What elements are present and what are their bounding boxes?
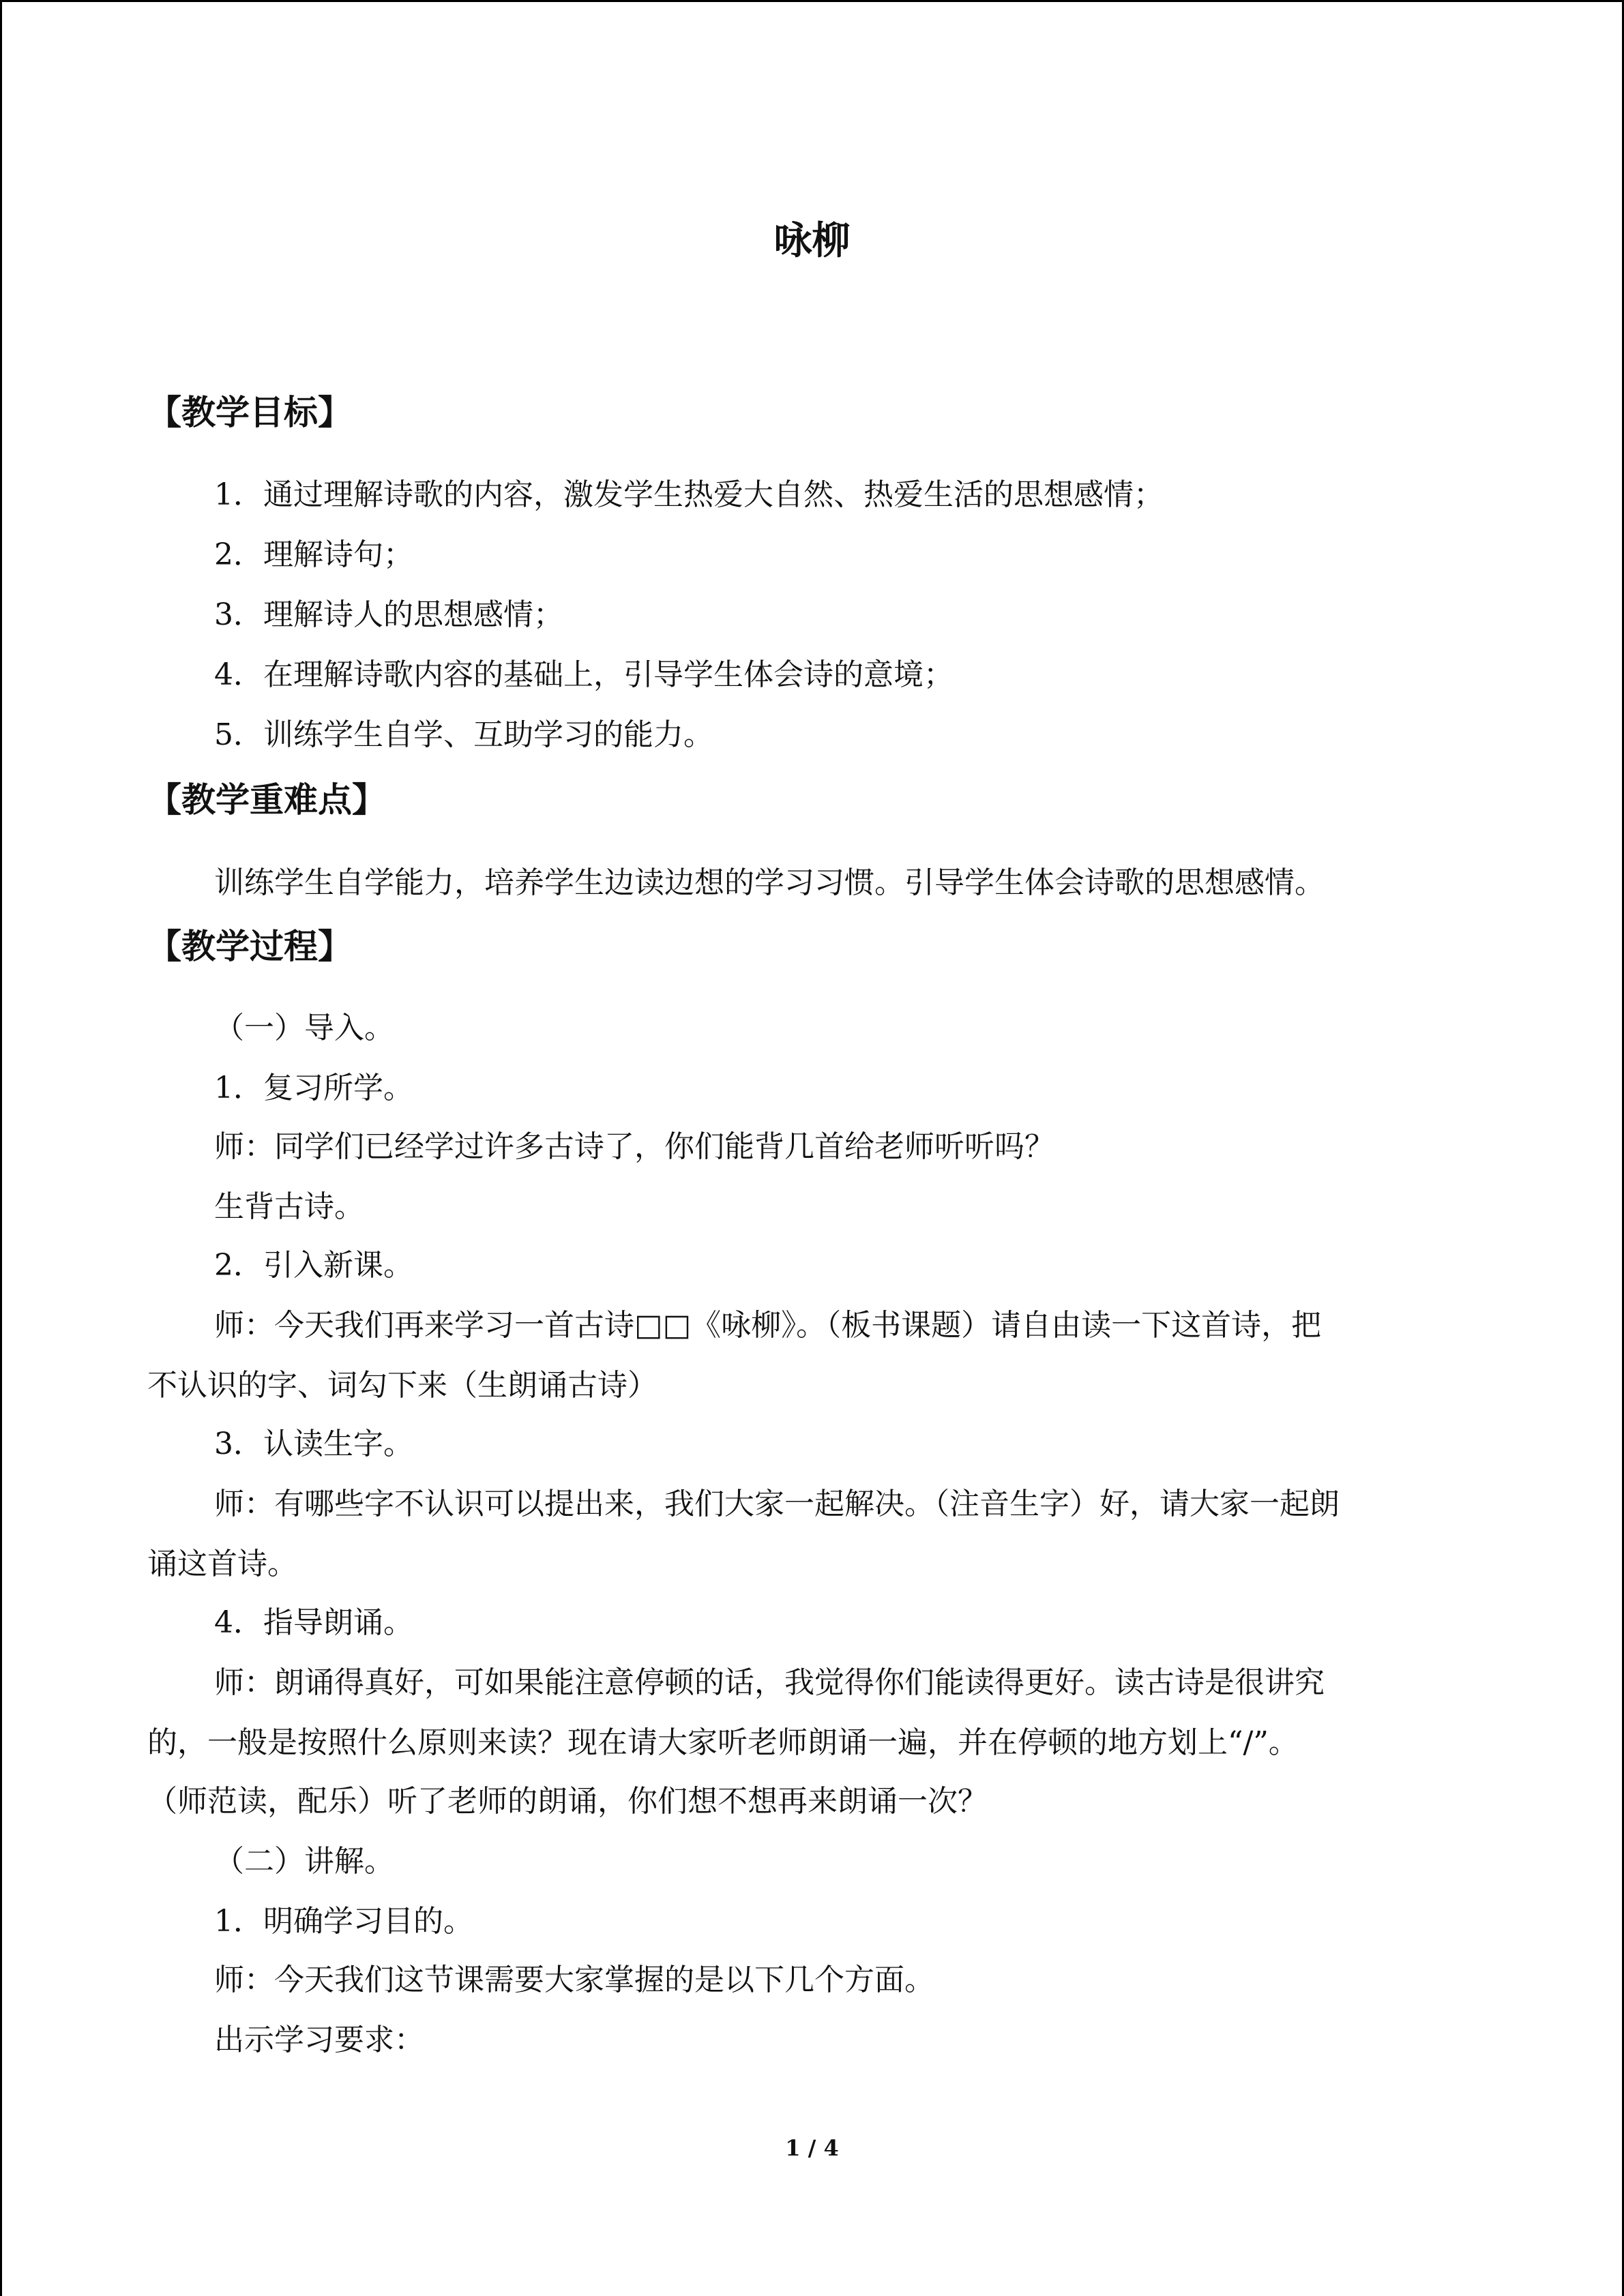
process-line: 3．认读生字。 [214, 1427, 413, 1461]
page-number: 1 / 4 [785, 2135, 839, 2161]
goals-heading: 【教学目标】 [147, 393, 352, 432]
process-line: 师：有哪些字不认识可以提出来，我们大家一起解决。（注音生字）好，请大家一起朗 [214, 1487, 1340, 1521]
process-line: （二）讲解。 [214, 1844, 394, 1879]
process-line: 4．指导朗诵。 [214, 1605, 413, 1640]
process-line: 诵这首诗。 [147, 1547, 297, 1581]
process-line: 1．复习所学。 [214, 1071, 413, 1105]
process-line: 师：今天我们再来学习一首古诗□□《咏柳》。（板书课题）请自由读一下这首诗，把 [214, 1308, 1322, 1343]
process-line: 1．明确学习目的。 [214, 1904, 473, 1939]
goal-item-4: 4．在理解诗歌内容的基础上，引导学生体会诗的意境； [214, 657, 954, 692]
document-title: 咏柳 [773, 219, 851, 263]
process-line: 师：朗诵得真好，可如果能注意停顿的话，我觉得你们能读得更好。读古诗是很讲究 [214, 1665, 1325, 1700]
key-points-text: 训练学生自学能力，培养学生边读边想的学习习惯。引导学生体会诗歌的思想感情。 [214, 865, 1325, 900]
key-points-heading: 【教学重难点】 [147, 780, 386, 820]
process-line: 不认识的字、词勾下来（生朗诵古诗） [147, 1368, 658, 1403]
process-line: 出示学习要求： [214, 2023, 424, 2057]
goal-item-2: 2．理解诗句； [214, 537, 413, 572]
process-heading: 【教学过程】 [147, 927, 352, 966]
process-line: 2．引入新课。 [214, 1248, 413, 1283]
goal-item-5: 5．训练学生自学、互助学习的能力。 [214, 717, 713, 752]
process-line: （师范读，配乐）听了老师的朗诵，你们想不想再来朗诵一次？ [147, 1784, 988, 1819]
process-line: 师：同学们已经学过许多古诗了，你们能背几首给老师听听吗？ [214, 1129, 1054, 1164]
page-border-top [0, 0, 1624, 2]
goal-item-3: 3．理解诗人的思想感情； [214, 597, 563, 632]
process-line: 生背古诗。 [214, 1189, 364, 1224]
process-line: 的，一般是按照什么原则来读？现在请大家听老师朗诵一遍，并在停顿的地方划上“/”。 [147, 1725, 1299, 1760]
process-line: 师：今天我们这节课需要大家掌握的是以下几个方面。 [214, 1963, 934, 1997]
goal-item-1: 1．通过理解诗歌的内容，激发学生热爱大自然、热爱生活的思想感情； [214, 477, 1164, 512]
process-line: （一）导入。 [214, 1011, 394, 1045]
page-border-left [0, 0, 2, 2296]
